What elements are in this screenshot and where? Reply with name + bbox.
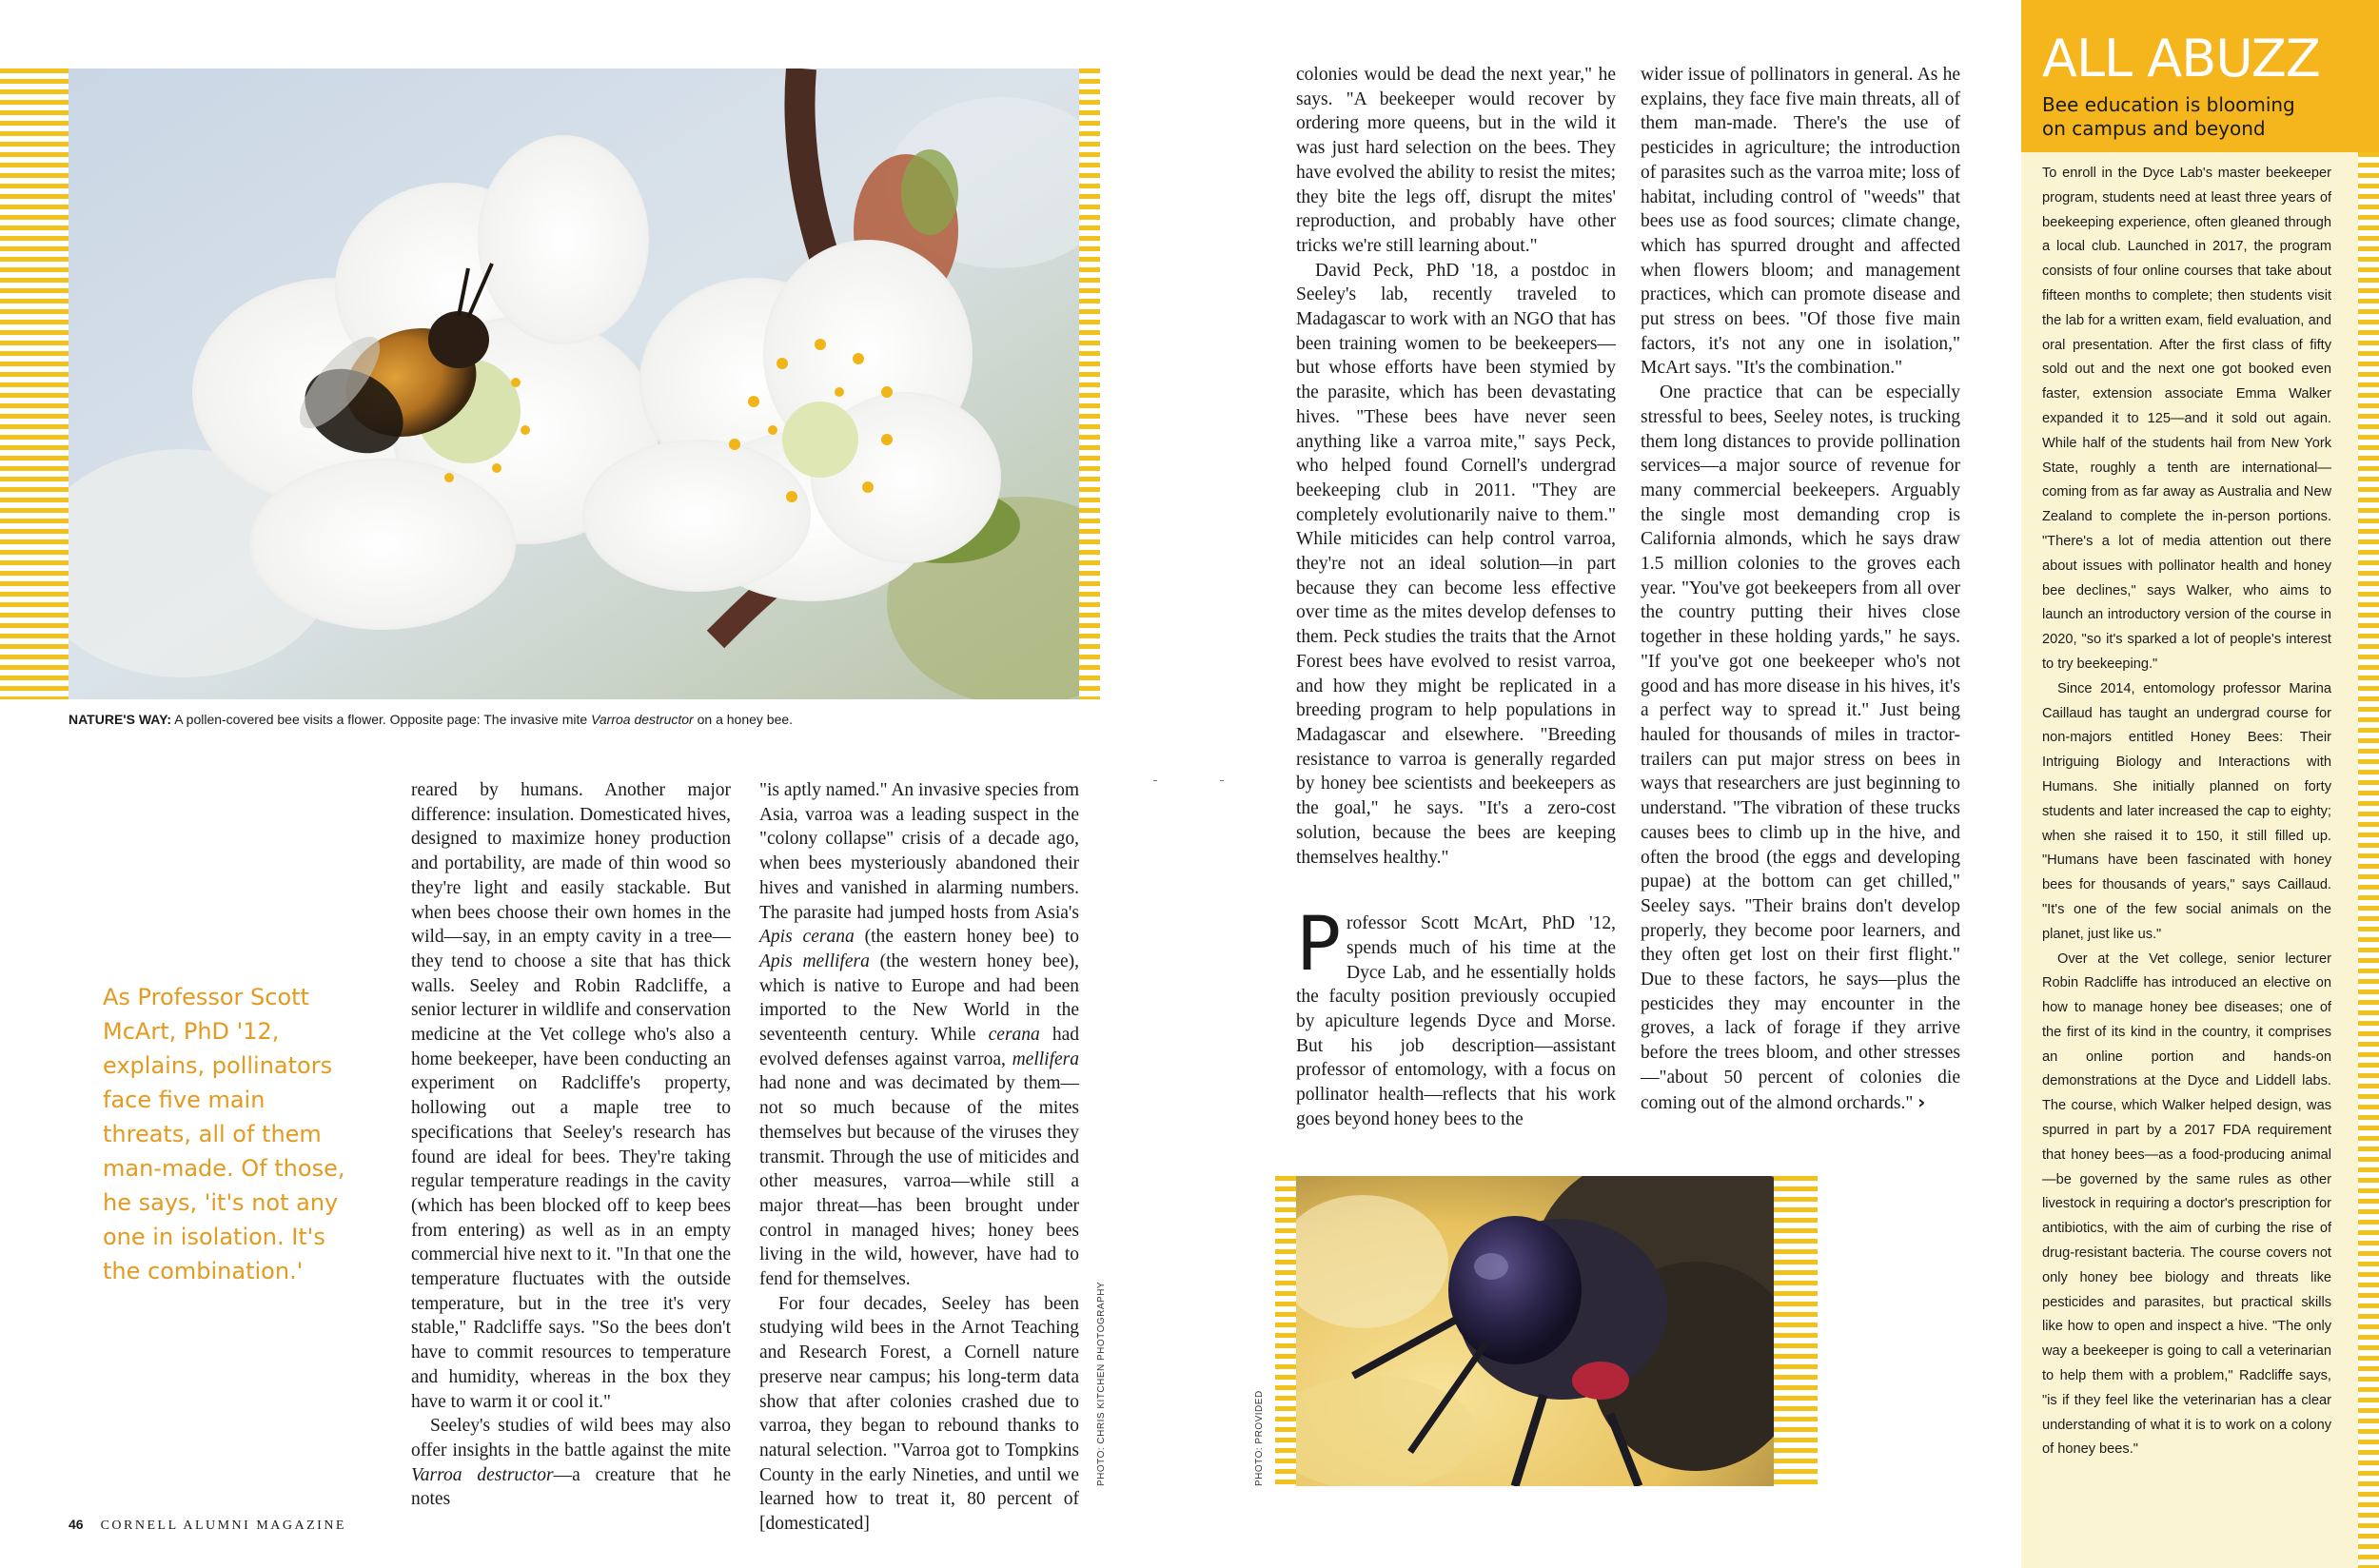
photo-credit-left: PHOTO: CHRIS KITCHEN PHOTOGRAPHY <box>1096 1281 1107 1486</box>
caption-tail: on a honey bee. <box>697 712 794 727</box>
col2-paragraph-2: For four decades, Seeley has been studying wild bees in the Arnot Teaching and Research Forest, a Cornell nature preserve near campus; his long-term data show that after colonies crashed due to varroa, they began to rebound thanks to natural selection. "Varroa got to Tompkins County in the early Nineties, and until we learned how to treat it, 80 percent of [domesticated] <box>759 1293 1079 1535</box>
photo-credit-right: PHOTO: PROVIDED <box>1254 1390 1265 1486</box>
page-folio <box>69 1517 346 1534</box>
sidebar-title: ALL ABUZZ <box>2042 29 2320 88</box>
pull-quote <box>103 980 350 1288</box>
article-column-1 <box>411 778 731 1512</box>
pull-quote-text: As Professor Scott McArt, PhD '12, explains, pollinators face five main threats, all of them man-made. Of those, he says, 'it's not any one in isolation. It's the combination.' <box>103 984 345 1284</box>
sidebar-paragraph-3: Over at the Vet college, senior lecturer Robin Radcliffe has introduced an elective on how to manage honey bee diseases; one of the first of its kind in the country, it comprises an online portion and hands-on demonstrations at the Dyce and Liddell labs. The course, which Walker helped design, was spurred in part by a 2017 FDA requirement that honey bees—as a food-producing animal—be governed by the same rules as other livestock in requiring a doctor's prescription for antibiotics, with the aim of curbing the rise of drug-resistant bacteria. The course covers not only honey bee biology and threats like pesticides and parasites, but practical skills like how to open and inspect a hive. "The only way a beekeeper is going to call a veterinarian to help them with a problem," Radcliffe says, "is if they feel like the veterinarian has a clear understanding of what it is to work on a colony of honey bees." <box>2042 951 2331 1458</box>
article-column-3 <box>1296 63 1616 1132</box>
col1-paragraph-1: reared by humans. Another major difference: insulation. Domesticated hives, designed to maximize honey production and portability, are made of thin wood so they're light and easily stackable. But when bees choose their own homes in the wild—say, in an empty cavity in a tree—they tend to choose a site that has thick walls. Seeley and Robin Radcliffe, a senior lecturer in wildlife and conservation medicine at the Vet college who's also a home beekeeper, have been conducting an experiment on Radcliffe's property, hollowing out a maple tree to specifications that Seeley's research has found are ideal for bees. They're taking regular temperature readings in the cavity (which has been blocked off to keep bees from entering) as well as in an empty commercial hive next to it. "In that one the temperature fluctuates with the outside temperature, but in the tree it's very stable," Radcliffe says. "So the bees don't have to commit resources to temperature and humidity, whereas in the box they have to warm it or cool it." <box>411 780 731 1412</box>
sidebar-edge-stripes <box>2358 152 2379 1568</box>
magazine-title: CORNELL ALUMNI MAGAZINE <box>100 1519 346 1533</box>
bee-blossom-photo <box>69 69 1079 699</box>
sidebar-subtitle: Bee education is blooming on campus and beyond <box>2042 93 2295 140</box>
col1-paragraph-2: Seeley's studies of wild bees may also offer insights in the battle against the mite Varroa destructor—a creature that he notes <box>411 1416 732 1510</box>
gutter-mark <box>1220 780 1224 781</box>
continue-icon: › <box>1917 1090 1926 1113</box>
col4-paragraph-1: wider issue of pollinators in general. As he explains, they face five main threats, all of them man-made. There's the use of pesticides in agriculture; the introduction of parasites such as the varroa mite; loss of habitat, including control of "weeds" that bees use as food sources; climate change, which has spurred drought and affected when flowers bloom; and management practices, which can promote disease and put stress on bees. "Of those five main factors, it's not any one in isolation," McArt says. "It's the combination." <box>1641 65 1960 379</box>
sidebar-paragraph-1: To enroll in the Dyce Lab's master beekeeper program, students need at least three years of beekeeping experience, often gleaned through a local club. Launched in 2017, the program consists of four online courses that take about fifteen months to complete; then students visit the lab for a written exam, field evaluation, and oral presentation. After the first class of fifty sold out and the next one got booked even faster, extension associate Emma Walker expanded it to 125—and it sold out again. While half of the students hail from New York State, roughly a tenth are international—coming from as far away as Australia and New Zealand to complete the in-person portions. "There's a lot of media attention out there about issues with pollinator health and honey bee declines," says Walker, who aims to launch an introductory version of the course in 2020, "so it's sparked a lot of people's interest to try beekeeping." <box>2042 166 2331 672</box>
col3-paragraph-2: David Peck, PhD '18, a postdoc in Seeley's lab, recently traveled to Madagascar to work with an NGO that has been training women to be beekeepers—but whose efforts have been stymied by the parasite, which has been devastating hives. "These bees have never seen anything like a varroa mite," says Peck, who helped found Cornell's undergrad beekeeping club in 2011. "They are completely evolutionarily naive to them." While miticides can help control varroa, they're not an ideal solution—in part because they can become less effective over time as the mites develop defenses to them. Peck studies the traits that the Arnot Forest bees have evolved to resist varroa, and how they might be replicated in a breeding program to help populations in Madagascar and elsewhere. "Breeding resistance to varroa is generally regarded by honey bee scientists and beekeepers as the goal," he says. "It's a zero-cost solution, because the bees are keeping themselves healthy." <box>1296 260 1616 868</box>
caption-italic: Varroa destructor <box>591 712 694 727</box>
photo-caption <box>69 712 1077 727</box>
sidebar-body <box>2042 162 2331 1462</box>
col4-paragraph-2: One practice that can be especially stressful to bees, Seeley notes, is trucking them long distances to provide pollination services—a major source of revenue for many commercial beekeepers. Arguably the single most demanding crop is California almonds, which he says draw 1.5 million colonies to the groves each year. "You've got beekeepers from all over the country putting their hives close together in these holding yards," he says. "If you've got one beekeeper who's not good and has more disease in his hives, it's a perfect way to spread it." Just being hauled for thousands of miles in tractor-trailers can put major stress on bees in ways that researchers are just beginning to understand. "The vibration of these trucks causes bees to climb up in the hive, and often the brood (the eggs and developing pupae) at the bottom can get chilled," Seeley says. "Their brains don't develop properly, they become poor learners, and they often get lost on their first flight." Due to these factors, he says—plus the pesticides they may encounter in the groves, a lack of forage if they arrive before the trees bloom, and other stresses—"about 50 percent of colonies die coming out of the almond orchards." › <box>1641 382 1960 1113</box>
caption-text: A pollen-covered bee visits a flower. Opposite page: The invasive mite <box>174 712 588 727</box>
col2-paragraph-1: "is aptly named." An invasive species from Asia, varroa was a leading suspect in the "colony collapse" crisis of a decade ago, when bees mysteriously abandoned their hives and vanished in alarming numbers. The parasite had jumped hosts from Asia's Apis cerana (the eastern honey bee) to Apis mellifera (the western honey bee), which is native to Europe and had been imported to the New World in the seventeenth century. While cerana had evolved defenses against varroa, mellifera had none and was decimated by them—not so much because of the mites themselves but because of the viruses they transmit. Through the use of miticides and other measures, varroa—while still a major threat—has been brought under control in managed hives; honey bees living in the wild, however, have had to fend for themselves. <box>759 780 1080 1290</box>
col3-paragraph-3: Professor Scott McArt, PhD '12, spends much of his time at the Dyce Lab, and he essentially holds the faculty position previously occupied by apiculture legends Dyce and Morse. But his job description—assistant professor of entomology, with a focus on pollinator health—reflects that his work goes beyond honey bees to the <box>1296 902 1616 1129</box>
caption-label: NATURE'S WAY: <box>69 712 172 727</box>
sidebar-paragraph-2: Since 2014, entomology professor Marina Caillaud has taught an undergrad course for non-majors entitled Honey Bees: Their Intriguing Biology and Interactions with Humans. She initially planned on forty students and later increased the cap to eighty; when she raised it to 150, it still filled up. "Humans have been fascinated with honey bees for thousands of years," says Caillaud. "It's one of the few social animals on the planet, just like us." <box>2042 680 2331 942</box>
col3-paragraph-1: colonies would be dead the next year," he says. "A beekeeper would recover by ordering more queens, but in the wild it was just hard selection on the bees. They have evolved the ability to resist the mites; they bite the legs off, disrupt the mites' reproduction, and probably have other tricks we're still learning about." <box>1296 65 1616 256</box>
article-column-4 <box>1641 63 1960 1115</box>
gutter-mark <box>1153 780 1157 781</box>
page-number: 46 <box>69 1517 84 1532</box>
article-column-2 <box>759 778 1079 1537</box>
bee-closeup-photo <box>1296 1176 1774 1486</box>
drop-cap: P <box>1296 902 1342 989</box>
